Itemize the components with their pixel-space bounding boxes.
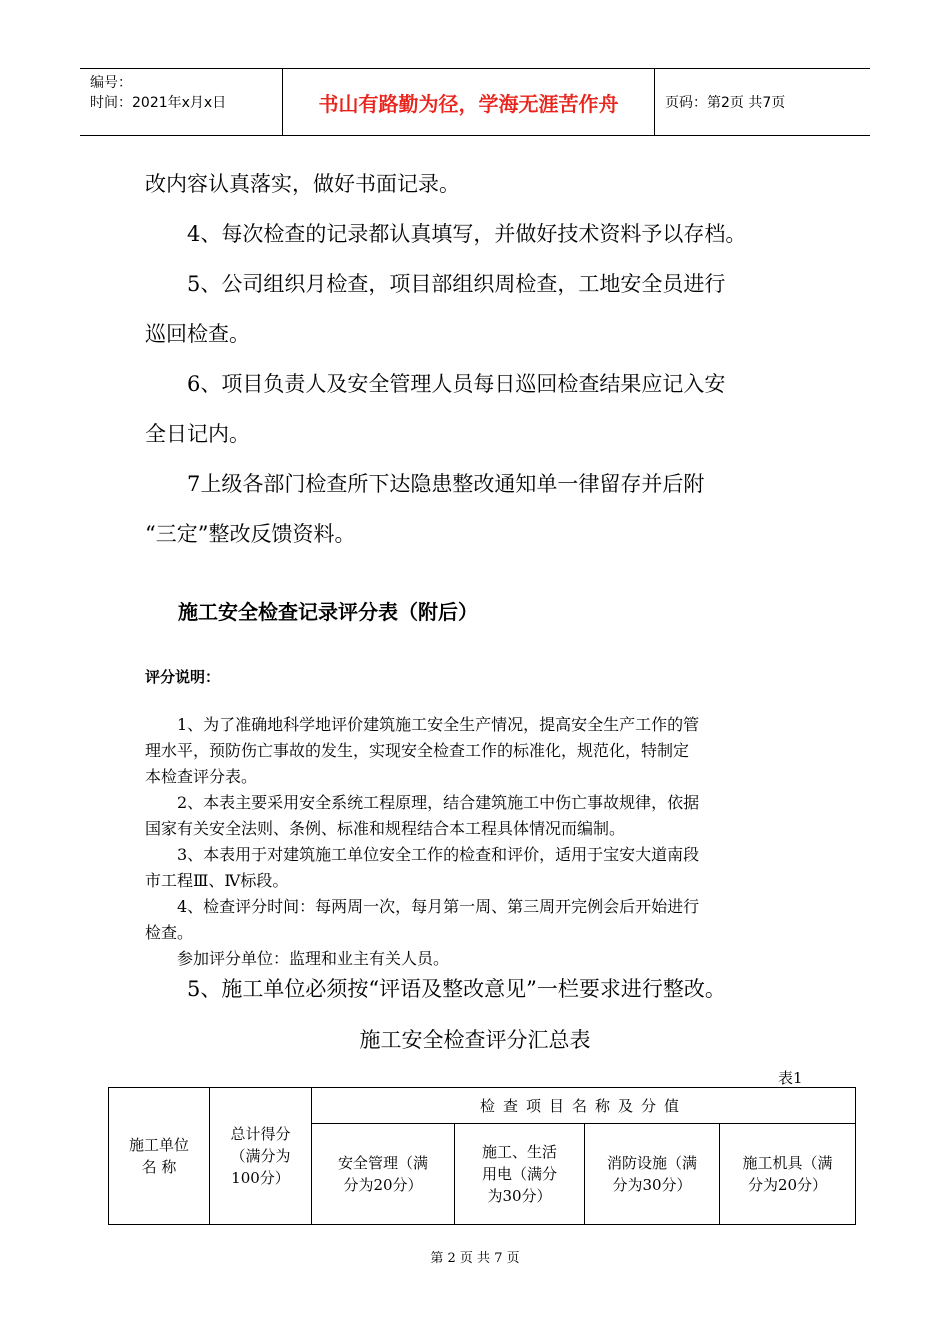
code-label: 编号： [90, 75, 132, 91]
body-line: 6、项目负责人及安全管理人员每日巡回检查结果应记入安 [145, 372, 726, 396]
scoring-line: 检查。 [145, 923, 194, 942]
body-line: 巡回检查。 [145, 322, 250, 346]
header-motto: 书山有路勤为径，学海无涯苦作舟 [283, 69, 655, 135]
scoring-line: 2、本表主要采用安全系统工程原理，结合建筑施工中伤亡事故规律，依据 [145, 793, 700, 812]
page-header [80, 68, 870, 136]
section-title: 施工安全检查记录评分表（附后） [178, 600, 478, 624]
scoring-line: 1、为了准确地科学地评价建筑施工安全生产情况，提高安全生产工作的管 [145, 715, 700, 734]
unit-column-header: 施工单位 名 称 [109, 1088, 210, 1225]
table-number: 表1 [778, 1069, 803, 1087]
summary-title: 施工安全检查评分汇总表 [359, 1028, 591, 1052]
scoring-line: 本检查评分表。 [145, 767, 258, 786]
body-line: “三定”整改反馈资料。 [145, 522, 356, 546]
scoring-line: 市工程Ⅲ、Ⅳ标段。 [145, 871, 289, 890]
item-5: 5、施工单位必须按“评语及整改意见”一栏要求进行整改。 [145, 977, 726, 1001]
summary-table [108, 1087, 856, 1225]
body-line: 全日记内。 [145, 422, 250, 446]
time-label: 时间：2021年x月x日 [90, 95, 227, 111]
group-header: 检查项目名称及分值 [312, 1088, 856, 1124]
scoring-line: 理水平，预防伤亡事故的发生，实现安全检查工作的标准化，规范化，特制定 [145, 741, 690, 760]
body-line: 7上级各部门检查所下达隐患整改通知单一律留存并后附 [145, 472, 705, 496]
scoring-label: 评分说明： [145, 668, 221, 686]
body-line: 5、公司组织月检查，项目部组织周检查，工地安全员进行 [145, 272, 726, 296]
scoring-line: 国家有关安全法则、条例、标准和规程结合本工程具体情况而编制。 [145, 819, 626, 838]
item-header: 施工、生活 用电（满分 为30分） [455, 1124, 585, 1225]
scoring-line: 3、本表用于对建筑施工单位安全工作的检查和评价，适用于宝安大道南段 [145, 845, 700, 864]
item-header: 施工机具（满 分为20分） [720, 1124, 856, 1225]
item-header: 消防设施（满 分为30分） [585, 1124, 720, 1225]
body-line: 4、每次检查的记录都认真填写，并做好技术资料予以存档。 [145, 222, 747, 246]
item-header: 安全管理（满 分为20分） [312, 1124, 455, 1225]
total-column-header: 总计得分 （满分为 100分） [210, 1088, 312, 1225]
scoring-line: 参加评分单位：监理和业主有关人员。 [145, 949, 450, 968]
body-line: 改内容认真落实，做好书面记录。 [145, 172, 460, 196]
header-meta [80, 69, 283, 135]
header-page-info: 页码：第2页 共7页 [665, 95, 786, 111]
scoring-line: 4、检查评分时间：每两周一次，每月第一周、第三周开完例会后开始进行 [145, 897, 700, 916]
page-footer: 第 2 页 共 7 页 [430, 1251, 520, 1266]
